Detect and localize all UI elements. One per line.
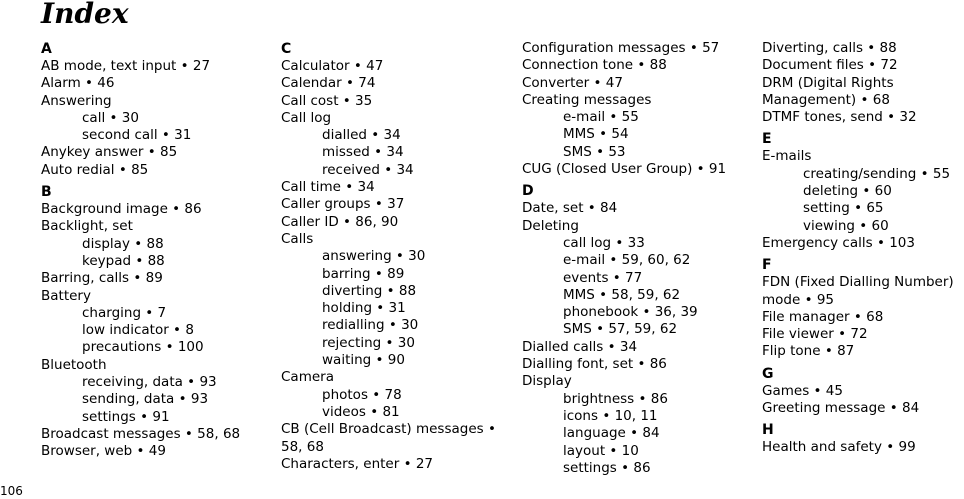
page-number: 106 [0,484,23,498]
index-subentry: e-mail • 55 [563,109,639,126]
index-entry: E-mails [762,148,812,165]
index-entry: Configuration messages • 57 [522,40,720,56]
index-subentry: settings • 86 [563,459,651,476]
index-group [41,40,271,179]
index-group [762,421,964,456]
index-column-4 [762,40,964,461]
index-entry: File manager • 68 [762,308,884,325]
index-entry: 58, 68 [281,438,324,455]
index-subentry: receiving, data • 93 [82,374,217,391]
index-group [762,130,964,252]
index-entry: Display [522,373,572,390]
index-subentry: holding • 31 [322,300,406,317]
index-entry: mode • 95 [762,291,835,308]
index-subentry: layout • 10 [563,442,639,459]
index-subentry: barring • 89 [322,265,405,282]
index-column-2 [281,40,511,477]
index-entry: Camera [281,369,334,386]
index-letter-heading: E [762,131,772,148]
index-subentry: settings • 91 [82,408,170,425]
index-entry: Calculator • 47 [281,58,384,74]
index-subentry: missed • 34 [322,144,404,161]
index-entry: File viewer • 72 [762,326,868,343]
index-entry: Broadcast messages • 58, 68 [41,425,241,442]
index-entry: Browser, web • 49 [41,443,166,460]
index-entry: Bluetooth [41,356,107,373]
index-entry: Dialling font, set • 86 [522,356,667,373]
index-entry: Anykey answer • 85 [41,144,178,161]
index-entry: Barring, calls • 89 [41,270,163,287]
index-entry: AB mode, text input • 27 [41,58,211,74]
index-entry: Converter • 47 [522,74,623,91]
index-subentry: call log • 33 [563,234,645,251]
index-subentry: diverting • 88 [322,282,417,299]
index-entry: Answering [41,92,112,109]
index-subentry: SMS • 57, 59, 62 [563,321,678,338]
index-entry: Diverting, calls • 88 [762,40,897,56]
index-entry: Call cost • 35 [281,92,373,109]
index-subentry: low indicator • 8 [82,322,194,339]
index-subentry: keypad • 88 [82,252,165,269]
index-letter-heading: C [281,41,292,57]
index-entry: FDN (Fixed Dialling Number) [762,274,954,291]
index-entry: Health and safety • 99 [762,439,916,456]
index-subentry: MMS • 58, 59, 62 [563,286,681,303]
index-subentry: e-mail • 59, 60, 62 [563,252,691,269]
index-group [281,40,511,473]
index-entry: Management) • 68 [762,91,890,108]
index-letter-heading: D [522,183,534,200]
index-entry: Caller ID • 86, 90 [281,213,399,230]
index-column-3 [522,40,752,481]
index-subentry: second call • 31 [82,127,192,144]
index-subentry: charging • 7 [82,304,167,321]
index-subentry: waiting • 90 [322,352,405,369]
index-entry: Battery [41,287,91,304]
index-subentry: redialling • 30 [322,317,419,334]
index-entry: Dialled calls • 34 [522,338,638,355]
index-letter-heading: H [762,422,774,439]
index-entry: Background image • 86 [41,201,202,218]
index-letter-heading: A [41,41,52,57]
index-subentry: SMS • 53 [563,143,626,160]
index-entry: Calls [281,230,314,247]
index-subentry: precautions • 100 [82,339,204,356]
index-subentry: videos • 81 [322,403,400,420]
index-subentry: deleting • 60 [803,183,892,200]
index-subentry: photos • 78 [322,386,402,403]
index-group [762,40,964,126]
index-subentry: sending, data • 93 [82,391,209,408]
index-subentry: icons • 10, 11 [563,407,658,424]
index-subentry: answering • 30 [322,248,426,265]
index-entry: Call log [281,109,332,126]
index-entry: Characters, enter • 27 [281,455,434,472]
index-entry: Backlight, set [41,218,133,235]
index-group [762,256,964,360]
index-entry: Deleting [522,217,579,234]
index-entry: Games • 45 [762,382,843,399]
index-letter-heading: G [762,365,774,382]
index-subentry: events • 77 [563,269,643,286]
index-group [522,40,752,178]
index-subentry: creating/sending • 55 [803,165,951,182]
index-subentry: setting • 65 [803,200,884,217]
index-subentry: display • 88 [82,235,164,252]
index-entry: CB (Cell Broadcast) messages • [281,421,496,438]
index-subentry: dialled • 34 [322,127,401,144]
index-subentry: received • 34 [322,161,414,178]
index-group [41,183,271,460]
index-entry: Greeting message • 84 [762,400,920,417]
index-entry: Flip tone • 87 [762,343,855,360]
index-entry: Date, set • 84 [522,200,618,217]
index-entry: Auto redial • 85 [41,161,149,178]
index-subentry: brightness • 86 [563,390,668,407]
index-subentry: phonebook • 36, 39 [563,304,698,321]
index-subentry: rejecting • 30 [322,334,415,351]
index-entry: Alarm • 46 [41,75,115,92]
index-column-1 [41,40,271,465]
page-title: Index [41,0,129,30]
index-entry: Document files • 72 [762,57,898,74]
index-group [762,365,964,418]
index-entry: CUG (Closed User Group) • 91 [522,161,727,178]
index-entry: Emergency calls • 103 [762,234,915,251]
index-entry: Connection tone • 88 [522,57,667,74]
index-subentry: viewing • 60 [803,217,889,234]
index-subentry: language • 84 [563,425,660,442]
index-entry: Call time • 34 [281,179,375,196]
index-entry: DTMF tones, send • 32 [762,109,917,126]
index-letter-heading: B [41,184,52,201]
index-entry: Creating messages [522,91,652,108]
index-entry: Caller groups • 37 [281,196,405,213]
index-entry: Calendar • 74 [281,75,376,92]
index-subentry: MMS • 54 [563,126,629,143]
index-letter-heading: F [762,257,772,274]
index-group [522,182,752,477]
index-subentry: call • 30 [82,109,139,126]
index-entry: DRM (Digital Rights [762,74,894,91]
